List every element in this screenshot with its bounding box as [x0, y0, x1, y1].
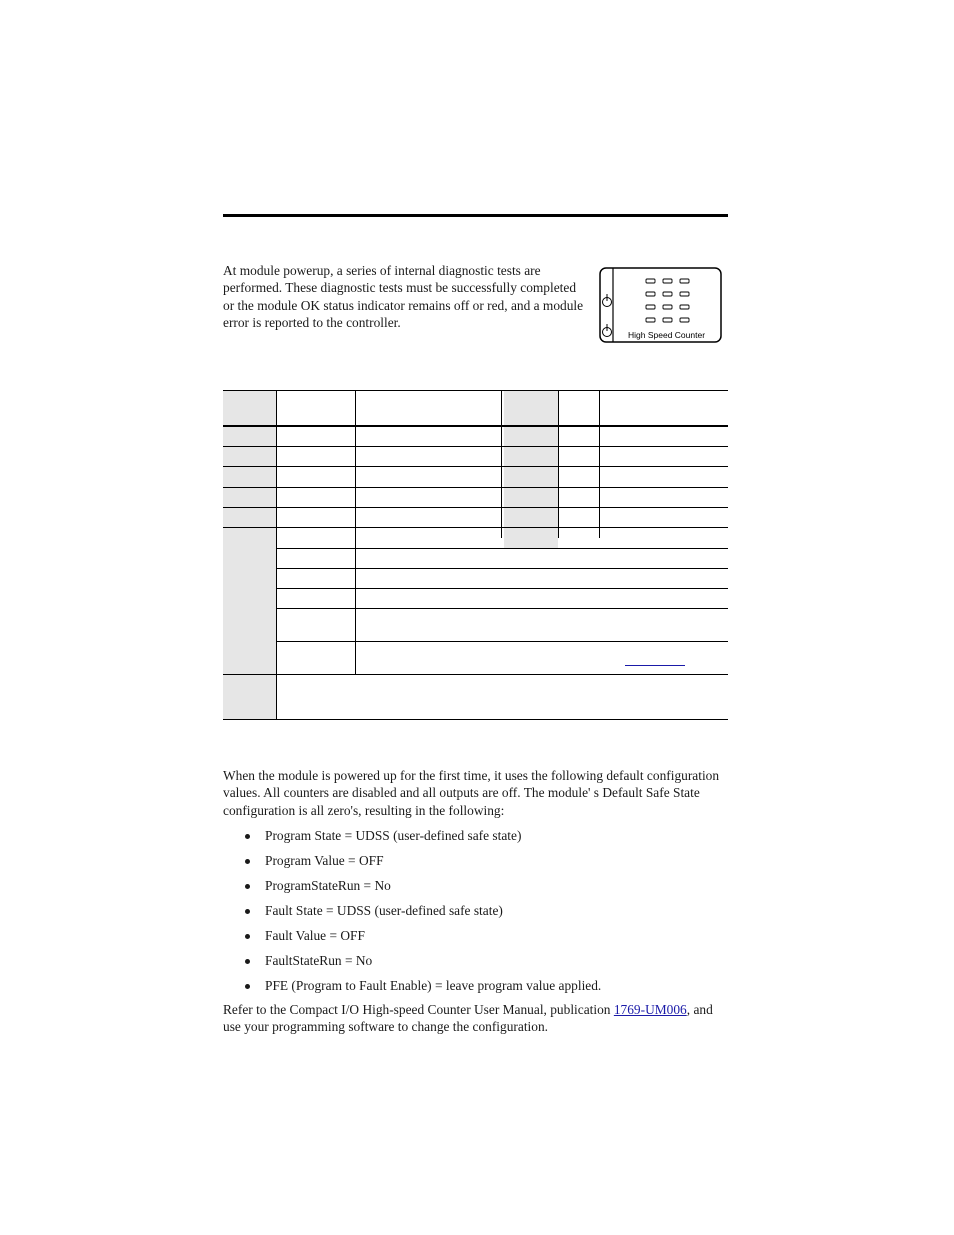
table-border	[355, 390, 356, 674]
table-row-shade	[223, 426, 276, 446]
table-border	[276, 548, 728, 549]
bullet-icon	[245, 984, 250, 989]
module-label: High Speed Counter	[628, 330, 706, 340]
table-row-shade	[504, 447, 558, 467]
bullet-icon	[245, 909, 250, 914]
default-config-list	[243, 827, 723, 1002]
bullet-icon	[245, 934, 250, 939]
table-row-shade	[223, 508, 276, 528]
list-item: Program State = UDSS (user-defined safe state)	[243, 827, 723, 852]
bullet-icon	[245, 859, 250, 864]
publication-link[interactable]: 1769-UM006	[613, 1002, 687, 1017]
table-row-shade	[504, 426, 558, 446]
table-border	[223, 507, 728, 508]
list-item: Fault Value = OFF	[243, 927, 723, 952]
bullet-icon	[245, 884, 250, 889]
list-item: FaultStateRun = No	[243, 952, 723, 977]
table-border	[223, 719, 728, 720]
table-border	[276, 390, 277, 719]
table-border	[501, 390, 502, 538]
list-item: PFE (Program to Fault Enable) = leave program value applied.	[243, 977, 723, 1002]
table-border	[599, 390, 600, 538]
table-border	[223, 527, 728, 528]
table-border	[223, 487, 728, 488]
table-border	[223, 425, 728, 427]
intro-paragraph: At module powerup, a series of internal diagnostic tests are performed. These diagnostic tests must be successfully completed or the module OK status indicator remains off or red, and a module error is reported to the controller.	[223, 263, 584, 331]
table-header-shade	[223, 390, 276, 426]
bullet-icon	[245, 834, 250, 839]
table-row-shade	[223, 467, 276, 487]
list-item: ProgramStateRun = No	[243, 877, 723, 902]
table-row-shade	[223, 487, 276, 507]
list-item: Fault State = UDSS (user-defined safe state)	[243, 902, 723, 927]
table-border	[223, 446, 728, 447]
table-row-shade	[223, 447, 276, 467]
table-row-shade	[504, 528, 558, 548]
refer-paragraph: Refer to the Compact I/O High-speed Counter User Manual, publication 1769-UM006, and use your programming software to change the configuration.	[223, 1002, 713, 1035]
table-border	[276, 608, 728, 609]
table-row-shade	[223, 528, 276, 674]
table-link-underline[interactable]	[625, 665, 685, 666]
table-border	[558, 390, 559, 538]
table-row-shade	[504, 487, 558, 507]
table-border	[223, 390, 728, 391]
indicator-table	[223, 390, 728, 720]
table-border	[276, 641, 728, 642]
bullet-icon	[245, 959, 250, 964]
list-item: Program Value = OFF	[243, 852, 723, 877]
section-rule	[223, 214, 728, 217]
default-config-paragraph: When the module is powered up for the first time, it uses the following default configuration values. All counters are disabled and all outputs are off. The module' s Default Safe State configuration is all zero's, resulting in the following:	[223, 768, 720, 818]
table-row-shade	[504, 508, 558, 528]
module-status-figure	[598, 266, 724, 344]
table-border	[276, 588, 728, 589]
table-row-shade	[504, 467, 558, 487]
table-header-shade	[504, 390, 558, 426]
table-row-shade	[223, 675, 276, 719]
table-border	[223, 466, 728, 467]
table-border	[223, 674, 728, 675]
table-border	[276, 568, 728, 569]
